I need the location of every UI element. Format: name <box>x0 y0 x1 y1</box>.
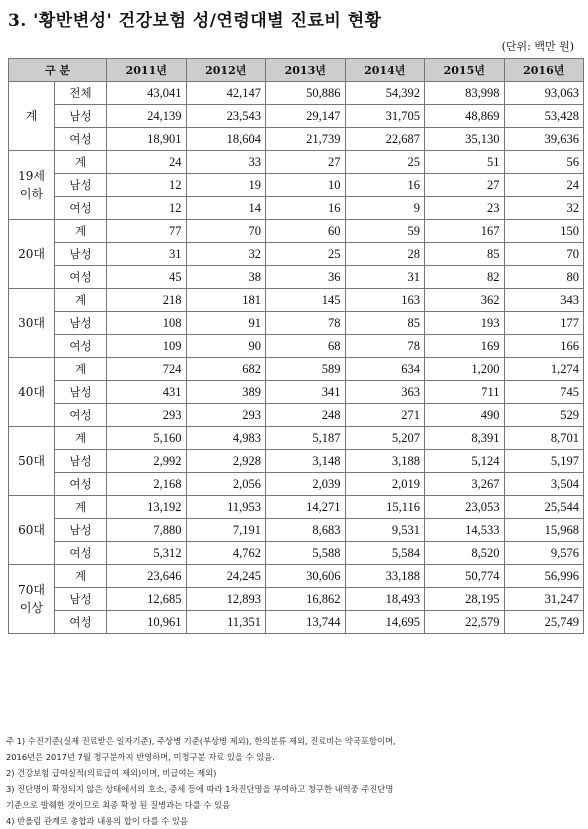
value-cell: 21,739 <box>266 128 346 151</box>
value-cell: 7,880 <box>107 519 187 542</box>
value-cell: 10 <box>266 174 346 197</box>
table-row <box>9 565 584 588</box>
value-cell: 248 <box>266 404 346 427</box>
value-cell: 38 <box>186 266 266 289</box>
footnotes <box>6 733 584 829</box>
value-cell: 193 <box>425 312 505 335</box>
value-cell: 45 <box>107 266 187 289</box>
value-cell: 8,683 <box>266 519 346 542</box>
value-cell: 1,200 <box>425 358 505 381</box>
value-cell: 25 <box>266 243 346 266</box>
value-cell: 30,606 <box>266 565 346 588</box>
value-cell: 31 <box>107 243 187 266</box>
value-cell: 14 <box>186 197 266 220</box>
table-row <box>9 404 584 427</box>
header-year: 2015년 <box>425 59 505 82</box>
value-cell: 343 <box>504 289 584 312</box>
value-cell: 36 <box>266 266 346 289</box>
value-cell: 634 <box>345 358 425 381</box>
row-label: 남성 <box>55 450 107 473</box>
value-cell: 28 <box>345 243 425 266</box>
value-cell: 16 <box>345 174 425 197</box>
value-cell: 31 <box>345 266 425 289</box>
value-cell: 4,983 <box>186 427 266 450</box>
value-cell: 31,247 <box>504 588 584 611</box>
value-cell: 150 <box>504 220 584 243</box>
value-cell: 8,701 <box>504 427 584 450</box>
value-cell: 9 <box>345 197 425 220</box>
value-cell: 14,533 <box>425 519 505 542</box>
table-row <box>9 266 584 289</box>
value-cell: 18,901 <box>107 128 187 151</box>
table-row <box>9 220 584 243</box>
value-cell: 25,544 <box>504 496 584 519</box>
footnote-line: 2) 건강보험 급여실적(의료급여 제외)이며, 비급여는 제외) <box>6 768 217 778</box>
value-cell: 529 <box>504 404 584 427</box>
table-row <box>9 381 584 404</box>
value-cell: 490 <box>425 404 505 427</box>
group-label: 20대 <box>9 220 55 289</box>
footnote-line: 2016년은 2017년 7월 청구분까지 반영하며, 미청구분 자료 있을 수 있음. <box>6 752 275 762</box>
value-cell: 341 <box>266 381 346 404</box>
value-cell: 12,893 <box>186 588 266 611</box>
value-cell: 50,774 <box>425 565 505 588</box>
value-cell: 2,928 <box>186 450 266 473</box>
table-row <box>9 450 584 473</box>
value-cell: 48,869 <box>425 105 505 128</box>
row-label: 계 <box>55 496 107 519</box>
group-label: 40대 <box>9 358 55 427</box>
row-label: 여성 <box>55 611 107 634</box>
value-cell: 14,695 <box>345 611 425 634</box>
table-row <box>9 335 584 358</box>
table-header-row <box>9 59 584 82</box>
value-cell: 745 <box>504 381 584 404</box>
value-cell: 31,705 <box>345 105 425 128</box>
value-cell: 59 <box>345 220 425 243</box>
value-cell: 28,195 <box>425 588 505 611</box>
value-cell: 43,041 <box>107 82 187 105</box>
value-cell: 56 <box>504 151 584 174</box>
value-cell: 2,992 <box>107 450 187 473</box>
row-label: 남성 <box>55 381 107 404</box>
value-cell: 12,685 <box>107 588 187 611</box>
value-cell: 271 <box>345 404 425 427</box>
value-cell: 32 <box>186 243 266 266</box>
value-cell: 8,520 <box>425 542 505 565</box>
value-cell: 68 <box>266 335 346 358</box>
value-cell: 78 <box>266 312 346 335</box>
value-cell: 70 <box>504 243 584 266</box>
value-cell: 16,862 <box>266 588 346 611</box>
value-cell: 18,493 <box>345 588 425 611</box>
value-cell: 29,147 <box>266 105 346 128</box>
row-label: 계 <box>55 220 107 243</box>
value-cell: 33 <box>186 151 266 174</box>
value-cell: 5,187 <box>266 427 346 450</box>
value-cell: 12 <box>107 197 187 220</box>
table-row <box>9 358 584 381</box>
header-year: 2011년 <box>107 59 187 82</box>
row-label: 계 <box>55 289 107 312</box>
value-cell: 293 <box>186 404 266 427</box>
value-cell: 35,130 <box>425 128 505 151</box>
value-cell: 5,588 <box>266 542 346 565</box>
table-row <box>9 174 584 197</box>
value-cell: 83,998 <box>425 82 505 105</box>
value-cell: 711 <box>425 381 505 404</box>
row-label: 여성 <box>55 473 107 496</box>
value-cell: 25 <box>345 151 425 174</box>
value-cell: 9,531 <box>345 519 425 542</box>
group-label: 70대 이상 <box>9 565 55 634</box>
row-label: 남성 <box>55 312 107 335</box>
value-cell: 167 <box>425 220 505 243</box>
value-cell: 90 <box>186 335 266 358</box>
table-row <box>9 243 584 266</box>
value-cell: 18,604 <box>186 128 266 151</box>
value-cell: 23,543 <box>186 105 266 128</box>
value-cell: 2,039 <box>266 473 346 496</box>
value-cell: 724 <box>107 358 187 381</box>
value-cell: 85 <box>425 243 505 266</box>
value-cell: 23 <box>425 197 505 220</box>
value-cell: 5,207 <box>345 427 425 450</box>
value-cell: 25,749 <box>504 611 584 634</box>
value-cell: 85 <box>345 312 425 335</box>
value-cell: 177 <box>504 312 584 335</box>
table-row <box>9 312 584 335</box>
page-title: 3. '황반변성' 건강보험 성/연령대별 진료비 현황 <box>8 11 382 31</box>
cost-table <box>8 58 584 634</box>
value-cell: 54,392 <box>345 82 425 105</box>
value-cell: 16 <box>266 197 346 220</box>
value-cell: 8,391 <box>425 427 505 450</box>
value-cell: 12 <box>107 174 187 197</box>
value-cell: 50,886 <box>266 82 346 105</box>
value-cell: 7,191 <box>186 519 266 542</box>
value-cell: 13,744 <box>266 611 346 634</box>
header-year: 2014년 <box>345 59 425 82</box>
group-label: 계 <box>9 82 55 151</box>
value-cell: 3,267 <box>425 473 505 496</box>
value-cell: 4,762 <box>186 542 266 565</box>
value-cell: 2,019 <box>345 473 425 496</box>
value-cell: 53,428 <box>504 105 584 128</box>
value-cell: 181 <box>186 289 266 312</box>
value-cell: 24 <box>504 174 584 197</box>
value-cell: 19 <box>186 174 266 197</box>
value-cell: 293 <box>107 404 187 427</box>
value-cell: 27 <box>266 151 346 174</box>
table-row <box>9 197 584 220</box>
row-label: 남성 <box>55 105 107 128</box>
value-cell: 218 <box>107 289 187 312</box>
value-cell: 91 <box>186 312 266 335</box>
value-cell: 32 <box>504 197 584 220</box>
table-row <box>9 611 584 634</box>
value-cell: 389 <box>186 381 266 404</box>
value-cell: 362 <box>425 289 505 312</box>
row-label: 계 <box>55 427 107 450</box>
header-year: 2016년 <box>504 59 584 82</box>
value-cell: 166 <box>504 335 584 358</box>
group-label: 50대 <box>9 427 55 496</box>
value-cell: 11,953 <box>186 496 266 519</box>
value-cell: 22,579 <box>425 611 505 634</box>
row-label: 남성 <box>55 243 107 266</box>
value-cell: 5,312 <box>107 542 187 565</box>
value-cell: 23,053 <box>425 496 505 519</box>
value-cell: 5,124 <box>425 450 505 473</box>
value-cell: 24,245 <box>186 565 266 588</box>
value-cell: 80 <box>504 266 584 289</box>
row-label: 전체 <box>55 82 107 105</box>
value-cell: 15,116 <box>345 496 425 519</box>
value-cell: 3,504 <box>504 473 584 496</box>
value-cell: 77 <box>107 220 187 243</box>
header-category: 구 분 <box>9 59 107 82</box>
value-cell: 589 <box>266 358 346 381</box>
value-cell: 24 <box>107 151 187 174</box>
row-label: 여성 <box>55 404 107 427</box>
value-cell: 42,147 <box>186 82 266 105</box>
value-cell: 3,148 <box>266 450 346 473</box>
value-cell: 2,056 <box>186 473 266 496</box>
row-label: 여성 <box>55 266 107 289</box>
table-row <box>9 542 584 565</box>
row-label: 남성 <box>55 588 107 611</box>
value-cell: 14,271 <box>266 496 346 519</box>
value-cell: 169 <box>425 335 505 358</box>
group-label: 19세 이하 <box>9 151 55 220</box>
footnote-line: 4) 반올림 관계로 총합과 내용의 합이 다를 수 있음 <box>6 816 188 826</box>
value-cell: 24,139 <box>107 105 187 128</box>
value-cell: 22,687 <box>345 128 425 151</box>
value-cell: 13,192 <box>107 496 187 519</box>
footnote-line: 주 1) 수진기준(실제 진료받은 일자기준), 주상병 기준(부상병 제외), 한의분류 제외, 진료비는 약국포함이며, <box>6 736 396 746</box>
value-cell: 10,961 <box>107 611 187 634</box>
value-cell: 15,968 <box>504 519 584 542</box>
table-row <box>9 289 584 312</box>
value-cell: 3,188 <box>345 450 425 473</box>
value-cell: 93,063 <box>504 82 584 105</box>
value-cell: 1,274 <box>504 358 584 381</box>
value-cell: 431 <box>107 381 187 404</box>
group-label: 60대 <box>9 496 55 565</box>
unit-label: (단위: 백만 원) <box>501 40 574 53</box>
table-row <box>9 588 584 611</box>
table-row <box>9 519 584 542</box>
value-cell: 11,351 <box>186 611 266 634</box>
row-label: 여성 <box>55 128 107 151</box>
value-cell: 33,188 <box>345 565 425 588</box>
value-cell: 108 <box>107 312 187 335</box>
table-body <box>9 82 584 634</box>
table-row <box>9 82 584 105</box>
header-year: 2012년 <box>186 59 266 82</box>
value-cell: 5,160 <box>107 427 187 450</box>
table-row <box>9 473 584 496</box>
row-label: 계 <box>55 151 107 174</box>
table-row <box>9 151 584 174</box>
value-cell: 5,197 <box>504 450 584 473</box>
value-cell: 60 <box>266 220 346 243</box>
row-label: 남성 <box>55 174 107 197</box>
value-cell: 70 <box>186 220 266 243</box>
value-cell: 5,584 <box>345 542 425 565</box>
value-cell: 23,646 <box>107 565 187 588</box>
table-row <box>9 105 584 128</box>
footnote-line: 3) 진단명이 확정되지 않은 상태에서의 호소, 증세 등에 따라 1차진단명을 부여하고 청구한 내역중 주진단명 <box>6 784 394 794</box>
value-cell: 163 <box>345 289 425 312</box>
row-label: 여성 <box>55 542 107 565</box>
table-row <box>9 128 584 151</box>
value-cell: 27 <box>425 174 505 197</box>
value-cell: 39,636 <box>504 128 584 151</box>
footnote-line: 기준으로 발췌한 것이므로 최종 확정 된 질병과는 다를 수 있음 <box>6 800 231 810</box>
value-cell: 82 <box>425 266 505 289</box>
value-cell: 145 <box>266 289 346 312</box>
value-cell: 2,168 <box>107 473 187 496</box>
value-cell: 682 <box>186 358 266 381</box>
value-cell: 9,576 <box>504 542 584 565</box>
row-label: 계 <box>55 358 107 381</box>
row-label: 계 <box>55 565 107 588</box>
row-label: 남성 <box>55 519 107 542</box>
value-cell: 363 <box>345 381 425 404</box>
row-label: 여성 <box>55 335 107 358</box>
value-cell: 51 <box>425 151 505 174</box>
value-cell: 109 <box>107 335 187 358</box>
value-cell: 56,996 <box>504 565 584 588</box>
value-cell: 78 <box>345 335 425 358</box>
table-row <box>9 496 584 519</box>
table-row <box>9 427 584 450</box>
row-label: 여성 <box>55 197 107 220</box>
group-label: 30대 <box>9 289 55 358</box>
header-year: 2013년 <box>266 59 346 82</box>
